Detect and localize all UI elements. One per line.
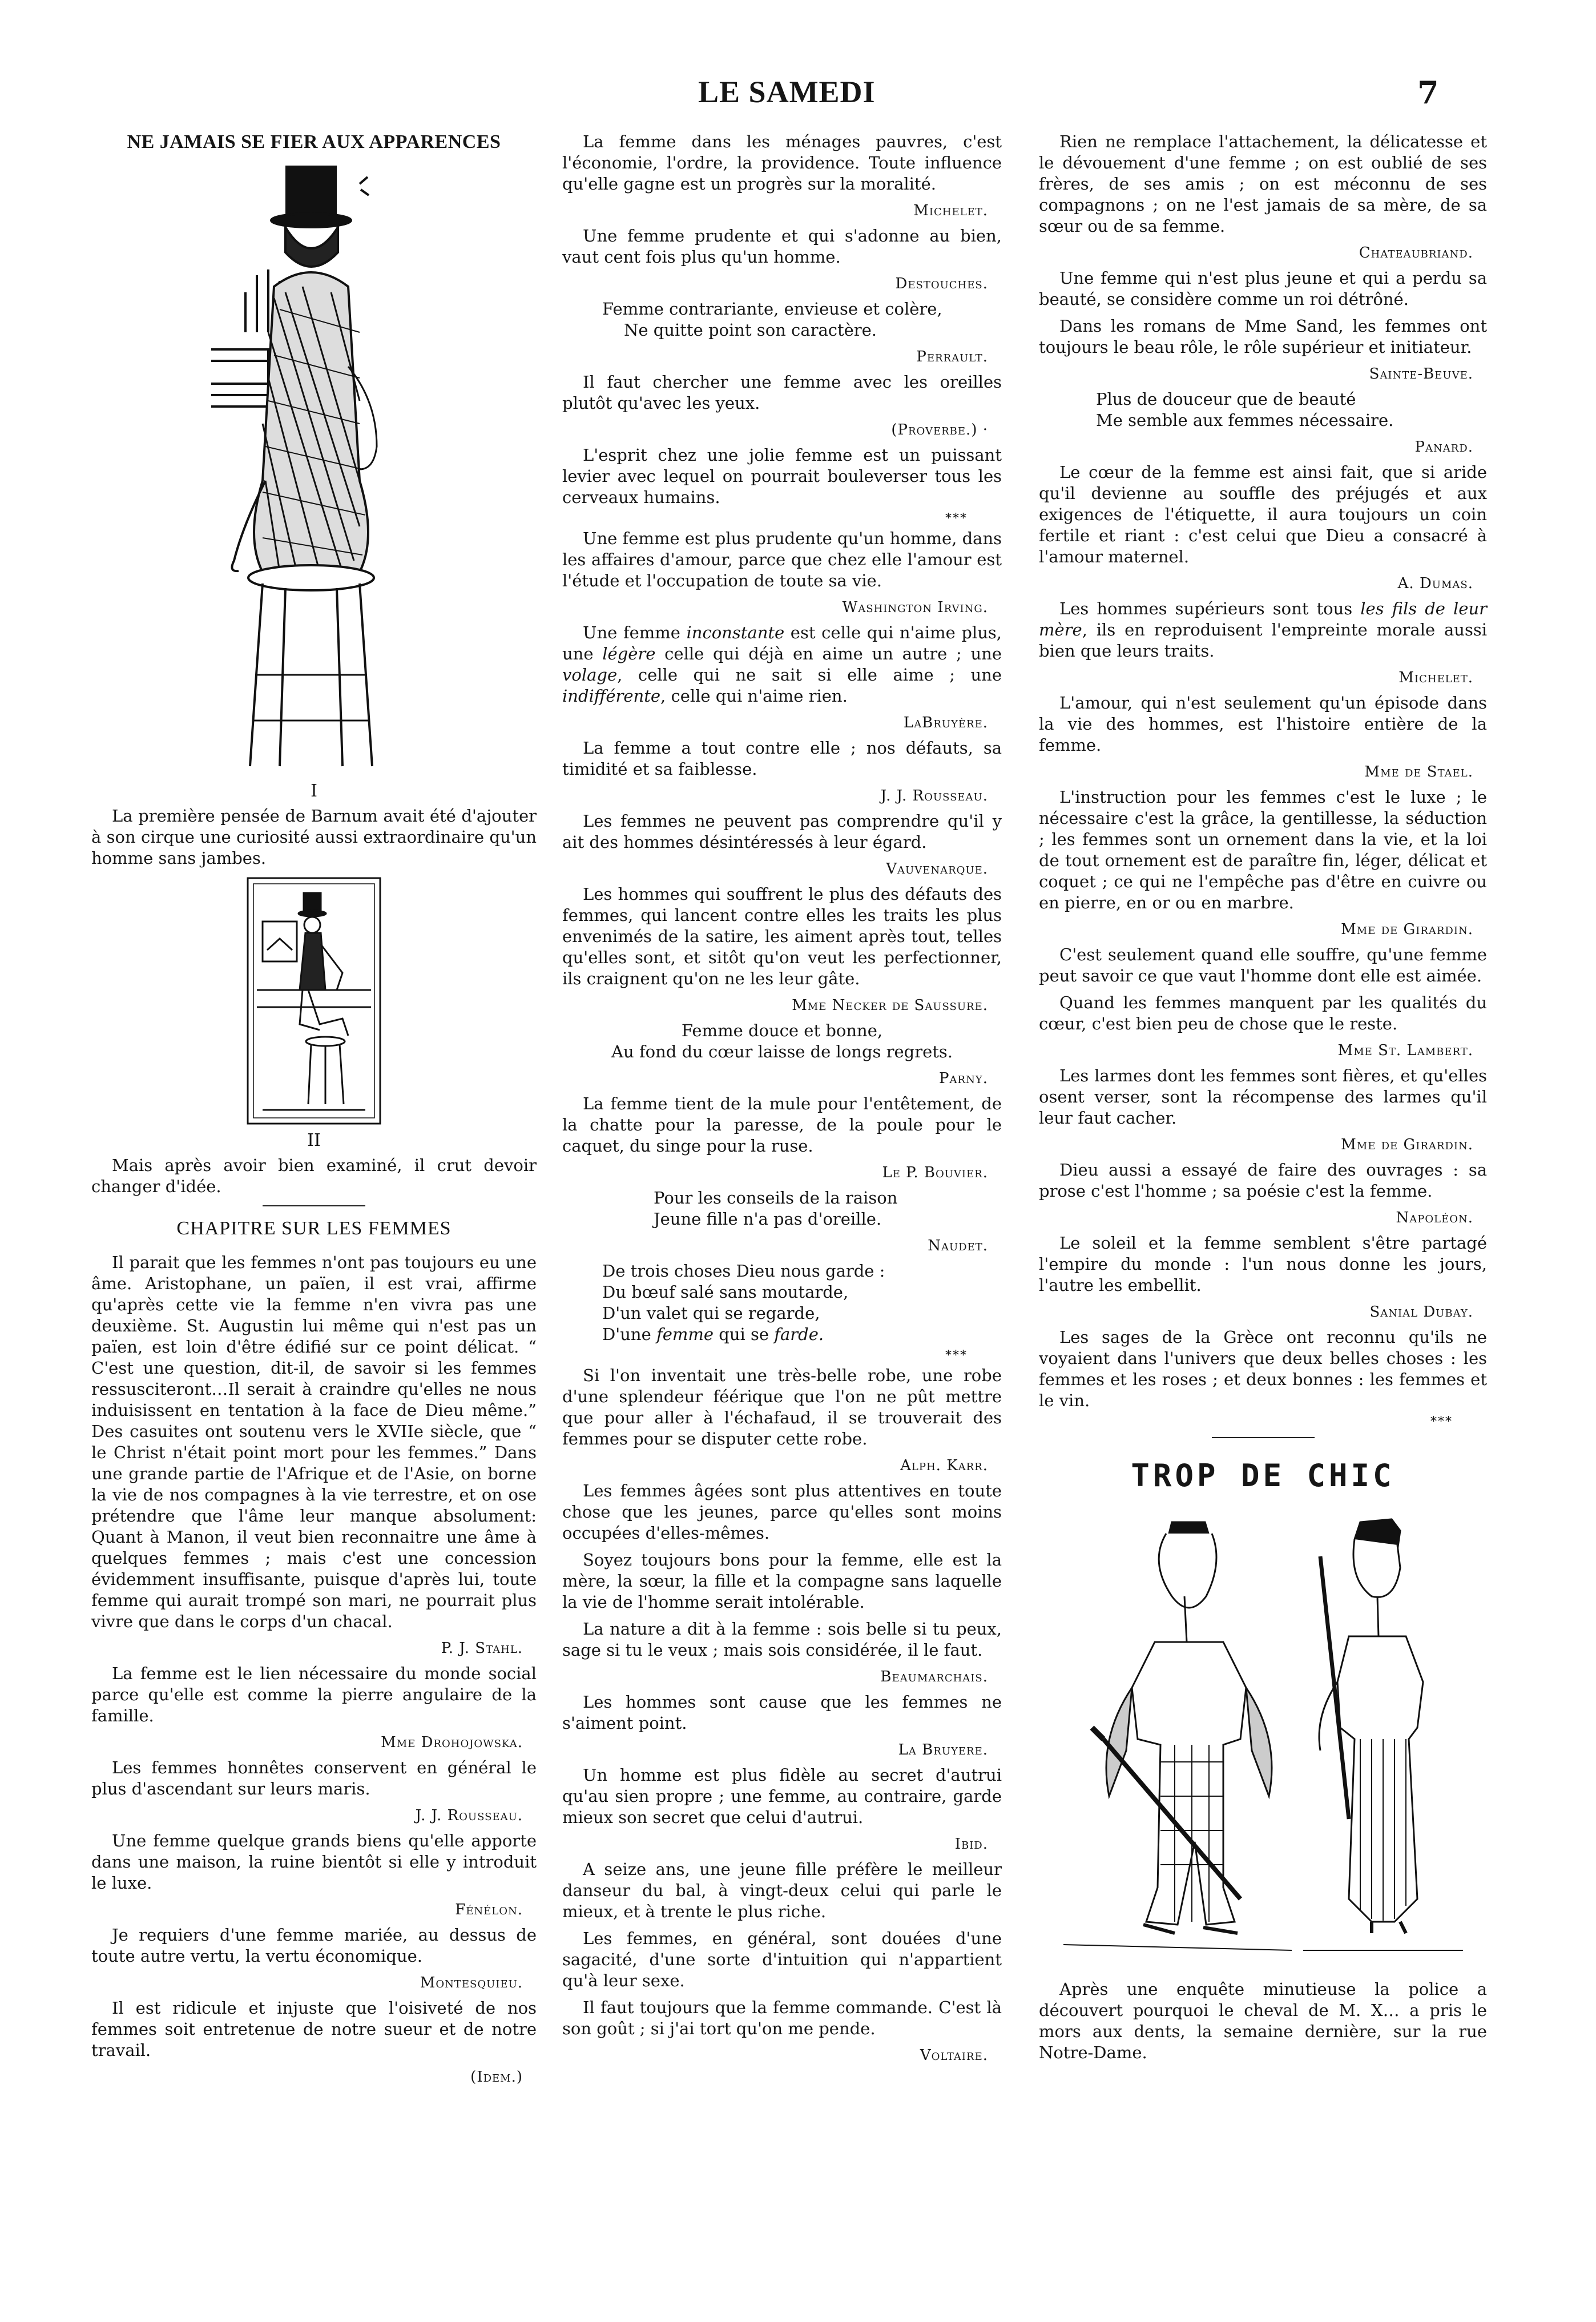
quote: Le cœur de la femme est ainsi fait, que si aride qu'il devienne au souffle des préjugés et aux exigences de l'étiquette, il aura toujours un coin fertile et riant : c'est celui que Dieu a consacré à l'amour maternel.: [1039, 462, 1487, 566]
column-middle: [562, 131, 1002, 2070]
figure-numeral-2: II: [307, 1130, 321, 1150]
quote: C'est seulement quand elle souffre, qu'une femme peut savoir ce que vaut l'homme dont elle est aimée.: [1039, 945, 1487, 985]
attribution: Mme Drohojowska.: [381, 1734, 523, 1751]
attribution: Michelet.: [913, 202, 988, 219]
chapter-title: CHAPITRE SUR LES FEMMES: [176, 1218, 452, 1239]
quote: Soyez toujours bons pour la femme, elle est la mère, la sœur, la fille et la compagne sans laquelle la vie de l'homme serait intolérable.: [562, 1550, 1002, 1612]
quote: Si l'on inventait une très-belle robe, une robe d'une splendeur féérique que l'on ne pût mettre que pour aller à l'échafaud, il se trouverait des femmes pour se disputer cette robe.: [562, 1366, 1002, 1448]
column-left: [91, 131, 537, 2092]
quote-part: Une femme: [583, 623, 687, 642]
attribution: Mme de Stael.: [1364, 763, 1473, 780]
quote: Une femme est plus prudente qu'un homme, dans les affaires d'amour, parce que chez elle l'amour est l'étude et l'occupation de toute sa vie.: [562, 529, 1002, 590]
masthead: [0, 74, 1596, 120]
attribution: Panard.: [1414, 438, 1473, 456]
quote: Dans les romans de Mme Sand, les femmes ont toujours le beau rôle, le rôle supérieur et initiateur.: [1039, 316, 1487, 357]
attribution: Voltaire.: [920, 2047, 988, 2064]
attribution: Mme de Girardin.: [1341, 921, 1473, 938]
quote: [562, 622, 1002, 707]
quote-italic: indifférente: [562, 686, 661, 706]
attribution: Napoléon.: [1396, 1209, 1473, 1226]
attribution: Beaumarchais.: [880, 1668, 988, 1685]
quote: Rien ne remplace l'attachement, la délicatesse et le dévouement d'une femme ; on est oublié de ses frères, de ses amis ; on est méconnu de ses compagnons ; on ne l'est jamais de sa mère, de sa sœur ou de sa femme.: [1039, 132, 1487, 236]
cartoon-title: TROP DE CHIC: [1131, 1458, 1395, 1494]
separator-stars: ***: [945, 512, 968, 526]
quote-italic: les fils de leur mère: [1039, 599, 1487, 639]
quote: Les femmes ne peuvent pas comprendre qu'il y ait des hommes désintéressés à leur égard.: [562, 811, 1002, 852]
quote-part: celle qui déjà en aime un autre ; une: [655, 644, 1002, 663]
quote-part: Les hommes supérieurs sont tous: [1059, 599, 1361, 618]
quote: Une femme qui n'est plus jeune et qui a perdu sa beauté, se considère comme un roi détrôné.: [1039, 268, 1487, 309]
illustration-man-on-stool: [188, 161, 440, 778]
quote: Un homme est plus fidèle au secret d'autrui qu'au sien propre ; une femme, au contraire, garde mieux son secret que celui d'autrui.: [562, 1765, 1002, 1827]
verse-line: D'un valet qui se regarde,: [602, 1303, 820, 1323]
quote: L'instruction pour les femmes c'est le luxe ; le nécessaire c'est la grâce, la gentillesse, la séduction ; les femmes sont un ornement dans la vie, et la loi de tout ornement est de paraître fin, léger, délicat et coquet ; ce qui ne l'empêche pas d'être en cuivre ou en pierre, en or ou en marbre.: [1039, 787, 1487, 912]
verse-quote: [562, 1188, 1002, 1230]
illustration-two-dandies: [1052, 1499, 1474, 1967]
attribution: J. J. Rousseau.: [415, 1807, 523, 1824]
verse-line: Ne quitte point son caractère.: [624, 320, 877, 340]
quote: Une femme prudente et qui s'adonne au bien, vaut cent fois plus qu'un homme.: [562, 226, 1002, 267]
verse-line: Me semble aux femmes nécessaire.: [1096, 411, 1394, 430]
attribution: Fénélon.: [455, 1901, 523, 1918]
attribution: Michelet.: [1398, 669, 1473, 686]
verse-line: De trois choses Dieu nous garde :: [602, 1261, 885, 1281]
verse-line: Femme douce et bonne,: [681, 1021, 883, 1040]
verse-quote: [562, 299, 1002, 341]
attribution: Washington Irving.: [842, 599, 988, 616]
quote: Quand les femmes manquent par les qualités du cœur, c'est bien peu de chose que le reste.: [1039, 993, 1487, 1033]
attribution: Le P. Bouvier.: [882, 1164, 988, 1181]
newspaper-title: LE SAMEDI: [698, 75, 876, 109]
quote: Les hommes sont cause que les femmes ne s'aiment point.: [562, 1692, 1002, 1733]
quote: L'amour, qui n'est seulement qu'un épisode dans la vie des hommes, est l'histoire entière de la femme.: [1039, 693, 1487, 755]
quote: Dieu aussi a essayé de faire des ouvrages : sa prose c'est l'homme ; sa poésie c'est la femme.: [1039, 1160, 1487, 1201]
section-divider: [263, 1205, 365, 1206]
attribution: P. J. Stahl.: [441, 1640, 523, 1657]
attribution: Sanial Dubay.: [1369, 1303, 1473, 1321]
separator-stars: ***: [1430, 1415, 1453, 1429]
figure-caption-1: La première pensée de Barnum avait été d'ajouter à son cirque une curiosité aussi extraordinaire qu'un homme sans jambes.: [91, 806, 537, 868]
figure-caption-2: Mais après avoir bien examiné, il crut devoir changer d'idée.: [91, 1156, 537, 1196]
cartoon-headline: NE JAMAIS SE FIER AUX APPARENCES: [127, 131, 501, 152]
quote: A seize ans, une jeune fille préfère le meilleur danseur du bal, à vingt-deux celui qui parle le mieux, et à trente le plus riche.: [562, 1860, 1002, 1921]
illustration-man-on-stool-front: [245, 876, 382, 1127]
attribution: Ibid.: [954, 1836, 988, 1853]
quote: La femme tient de la mule pour l'entêtement, de la chatte pour la paresse, de la poule pour le caquet, du singe pour la ruse.: [562, 1094, 1002, 1156]
quote: La femme a tout contre elle ; nos défauts, sa timidité et sa faiblesse.: [562, 738, 1002, 779]
separator-stars: ***: [945, 1349, 968, 1363]
quote-italic: légère: [602, 644, 656, 663]
section-divider: [1212, 1437, 1315, 1438]
attribution: LaBruyère.: [903, 714, 988, 731]
verse-line: Femme contrariante, envieuse et colère,: [602, 299, 942, 319]
verse-italic: farde.: [774, 1325, 824, 1344]
cartoon-caption: Après une enquête minutieuse la police a découvert pourquoi le cheval de M. X… a pris le mors aux dents, la semaine dernière, sur la rue Notre-Dame.: [1039, 1979, 1487, 2062]
quote: Les femmes âgées sont plus attentives en toute chose que les jeunes, parce qu'elles sont moins occupées d'elles-mêmes.: [562, 1481, 1002, 1543]
quote-italic: inconstante: [686, 623, 785, 642]
quote: La nature a dit à la femme : sois belle si tu peux, sage si tu le veux ; mais sois considérée, il le faut.: [562, 1619, 1002, 1660]
verse-line: [602, 1324, 1002, 1345]
attribution: Alph. Karr.: [900, 1457, 988, 1474]
quote: Il faut chercher une femme avec les oreilles plutôt qu'avec les yeux.: [562, 372, 1002, 413]
quote-part: , celle qui ne sait si elle aime ; une: [617, 665, 1002, 685]
attribution: Parny.: [939, 1070, 988, 1087]
verse-part: D'une: [602, 1325, 656, 1344]
quote-part: est celle qui n'aime plus, une: [562, 623, 1002, 663]
quote: Les femmes honnêtes conservent en général le plus d'ascendant sur leurs maris.: [91, 1758, 537, 1798]
attribution: Vauvenarque.: [886, 860, 988, 878]
quote: Les femmes, en général, sont douées d'une sagacité, d'une sorte d'intuition qui n'appartient qu'à leur sexe.: [562, 1929, 1002, 1990]
quote: Les sages de la Grèce ont reconnu qu'ils ne voyaient dans l'univers que deux belles choses : les femmes et les roses ; et deux bonnes : les femmes et le vin.: [1039, 1327, 1487, 1410]
verse-quote: [562, 1020, 1002, 1063]
figure-numeral-1: I: [311, 781, 317, 801]
verse-quote: [562, 1261, 1002, 1345]
verse-line: Pour les conseils de la raison: [654, 1188, 898, 1208]
quote: Les larmes dont les femmes sont fières, et qu'elles osent verser, sont la récompense des larmes qu'il leur faut cacher.: [1039, 1066, 1487, 1128]
verse-line: Du bœuf salé sans moutarde,: [602, 1282, 849, 1302]
chapter-paragraph: Il parait que les femmes n'ont pas toujours eu une âme. Aristophane, un païen, il est vrai, affirme qu'après cette vie la femme n'en vivra pas une deuxième. St. Augustin lui même qui n'est pas un païen, est loin d'être édifié sur ce point délicat. “ C'est une question, dit-il, de savoir si les femmes ressusciteront…Il serait à craindre qu'elles ne nous induisissent en tentation à la face de Dieu même.” Des casuites ont soutenu vers le XVIIe siècle, que “ le Christ n'était point mort pour les femmes.” Dans une grande partie de l'Afrique et de l'Asie, on borne la vie de nos compagnes à la vie terrestre, et on ose prétendre que l'âme leur manque absolument: Quant à Manon, il veut bien reconnaitre une âme à quelques femmes ; mais c'est une concession évidemment insuffisante, puisque d'après lui, toute femme qui aurait trompé son mari, ne pourrait plus vivre que dans le corps d'un chacal.: [91, 1253, 537, 1631]
quote-part: , celle qui n'aime rien.: [660, 686, 848, 706]
quote: La femme dans les ménages pauvres, c'est l'économie, l'ordre, la providence. Toute influence qu'elle gagne est un progrès sur la moralité.: [562, 132, 1002, 194]
attribution: Mme St. Lambert.: [1337, 1042, 1473, 1059]
quote: L'esprit chez une jolie femme est un puissant levier avec lequel on pourrait bouleverser tous les cerveaux humains.: [562, 445, 1002, 507]
attribution: Chateaubriand.: [1359, 244, 1473, 261]
quote-part: , ils en reproduisent l'empreinte morale aussi bien que leurs traits.: [1039, 620, 1487, 661]
quote: [1039, 598, 1487, 662]
attribution: La Bruyere.: [898, 1741, 988, 1758]
verse-line: Au fond du cœur laisse de longs regrets.: [611, 1042, 953, 1061]
verse-italic: femme: [656, 1325, 714, 1344]
quote: Le soleil et la femme semblent s'être partagé l'empire du monde : l'un nous donne les jours, l'autre les embellit.: [1039, 1233, 1487, 1295]
quote: Je requiers d'une femme mariée, au dessus de toute autre vertu, la vertu économique.: [91, 1925, 537, 1966]
attribution: J. J. Rousseau.: [880, 787, 988, 804]
quote: Les hommes qui souffrent le plus des défauts des femmes, qui lancent contre elles les traits les plus envenimés de la satire, les aiment après tout, telles qu'elles sont, et sitôt qu'on veut les perfectionner, ils craignent qu'on ne les leur gâte.: [562, 884, 1002, 988]
quote: Il faut toujours que la femme commande. C'est là son goût ; si j'ai tort qu'on me pende.: [562, 1998, 1002, 2038]
attribution: Montesquieu.: [420, 1974, 523, 1991]
quote-italic: volage: [562, 665, 618, 685]
attribution: Sainte-Beuve.: [1369, 365, 1473, 383]
attribution: (Proverbe.) ·: [891, 421, 988, 438]
attribution: A. Dumas.: [1397, 575, 1473, 592]
quote: Une femme quelque grands biens qu'elle apporte dans une maison, la ruine bientôt si elle y introduit le luxe.: [91, 1831, 537, 1893]
attribution: Destouches.: [895, 275, 988, 292]
verse-line: Plus de douceur que de beauté: [1096, 389, 1356, 409]
attribution: Mme de Girardin.: [1341, 1136, 1473, 1153]
column-right: [1039, 131, 1487, 2070]
quote: La femme est le lien nécessaire du monde social parce qu'elle est comme la pierre angulaire de la famille.: [91, 1664, 537, 1725]
verse-part: qui se: [714, 1325, 775, 1344]
quote: Il est ridicule et injuste que l'oisiveté de nos femmes soit entretenue de notre sueur et de notre travail.: [91, 1998, 537, 2060]
attribution: Naudet.: [928, 1237, 988, 1254]
verse-quote: [1039, 389, 1487, 431]
verse-line: Jeune fille n'a pas d'oreille.: [654, 1209, 882, 1229]
attribution: (Idem.): [470, 2069, 523, 2086]
attribution: Perrault.: [916, 348, 988, 365]
page-number: 7: [1417, 74, 1439, 111]
attribution: Mme Necker de Saussure.: [792, 997, 988, 1014]
